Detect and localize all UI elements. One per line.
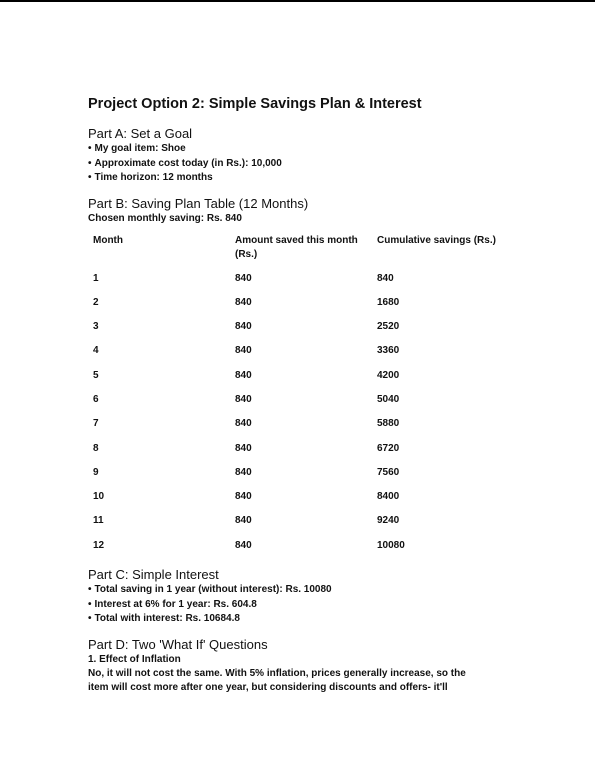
amount-cell: 840: [235, 491, 252, 503]
savings-table: [88, 234, 518, 564]
table-row: [88, 466, 518, 490]
month-cell: 1: [93, 272, 99, 284]
interest-line: • Interest at 6% for 1 year: Rs. 604.8: [88, 598, 528, 613]
inflation-text-line: No, it will not cost the same. With 5% inflation, prices generally increase, so the: [88, 667, 466, 679]
cumulative-cell: 5880: [377, 418, 400, 430]
inflation-text-line: item will cost more after one year, but considering discounts and offers- it'll: [88, 681, 448, 693]
amount-cell: 840: [235, 442, 252, 454]
goal-item-line: • My goal item: Shoe: [88, 142, 528, 157]
cumulative-cell: 8400: [377, 491, 400, 503]
amount-cell: 840: [235, 393, 252, 405]
cumulative-cell: 1680: [377, 296, 400, 308]
amount-cell: 840: [235, 272, 252, 284]
total-saving-line: • Total saving in 1 year (without interest): Rs. 10080: [88, 583, 528, 598]
amount-cell: 840: [235, 418, 252, 430]
month-cell: 11: [93, 515, 104, 527]
part-d-section: [88, 637, 528, 695]
month-cell: 6: [93, 393, 99, 405]
part-b-section: [88, 196, 528, 564]
table-row: [88, 272, 518, 296]
cumulative-cell: 9240: [377, 515, 400, 527]
month-cell: 9: [93, 466, 99, 478]
month-cell: 12: [93, 539, 105, 551]
cumulative-cell: 7560: [377, 466, 400, 478]
cumulative-cell: 5040: [377, 393, 400, 405]
amount-cell: 840: [235, 466, 252, 478]
part-b-heading: Part B: Saving Plan Table (12 Months): [88, 195, 309, 211]
month-cell: 10: [93, 491, 105, 503]
top-border-line: [0, 0, 595, 2]
month-cell: 5: [93, 369, 99, 381]
table-row: [88, 344, 518, 368]
monthly-saving-line: Chosen monthly saving: Rs. 840: [88, 212, 242, 224]
column-header-amount: Amount saved this month (Rs.): [235, 234, 358, 260]
table-row: [88, 393, 518, 417]
month-cell: 2: [93, 296, 99, 308]
cost-today-line: • Approximate cost today (in Rs.): 10,000: [88, 157, 528, 172]
table-row: [88, 369, 518, 393]
column-header-cumulative: Cumulative savings (Rs.): [377, 234, 496, 246]
table-row: [88, 539, 518, 563]
amount-cell: 840: [235, 369, 252, 381]
document-title: Project Option 2: Simple Savings Plan & Interest: [88, 96, 422, 112]
cumulative-cell: 10080: [377, 539, 405, 551]
column-header-month: Month: [93, 234, 123, 246]
part-c-section: [88, 567, 528, 627]
month-cell: 8: [93, 442, 99, 454]
cumulative-cell: 4200: [377, 369, 400, 381]
month-cell: 7: [93, 418, 99, 430]
month-cell: 4: [93, 345, 99, 357]
amount-cell: 840: [235, 296, 252, 308]
part-a-section: [88, 126, 528, 186]
cumulative-cell: 840: [377, 272, 394, 284]
part-a-heading: Part A: Set a Goal: [88, 126, 193, 141]
table-row: [88, 442, 518, 466]
table-row: [88, 417, 518, 441]
time-horizon-line: • Time horizon: 12 months: [88, 171, 528, 186]
part-c-heading: Part C: Simple Interest: [88, 567, 219, 583]
month-cell: 3: [93, 321, 99, 333]
cumulative-cell: 3360: [377, 345, 400, 357]
cumulative-cell: 2520: [377, 321, 400, 333]
part-d-heading: Part D: Two 'What If' Questions: [88, 636, 268, 652]
table-row: [88, 320, 518, 344]
amount-cell: 840: [235, 345, 252, 357]
amount-cell: 840: [235, 321, 252, 333]
document-page: [88, 96, 528, 695]
amount-cell: 840: [235, 515, 252, 527]
inflation-subheading: 1. Effect of Inflation: [88, 653, 181, 665]
table-row: [88, 490, 518, 514]
table-header-row: [88, 234, 518, 272]
cumulative-cell: 6720: [377, 442, 400, 454]
table-row: [88, 296, 518, 320]
amount-cell: 840: [235, 539, 252, 551]
total-with-interest-line: • Total with interest: Rs. 10684.8: [88, 612, 528, 627]
table-row: [88, 514, 518, 538]
